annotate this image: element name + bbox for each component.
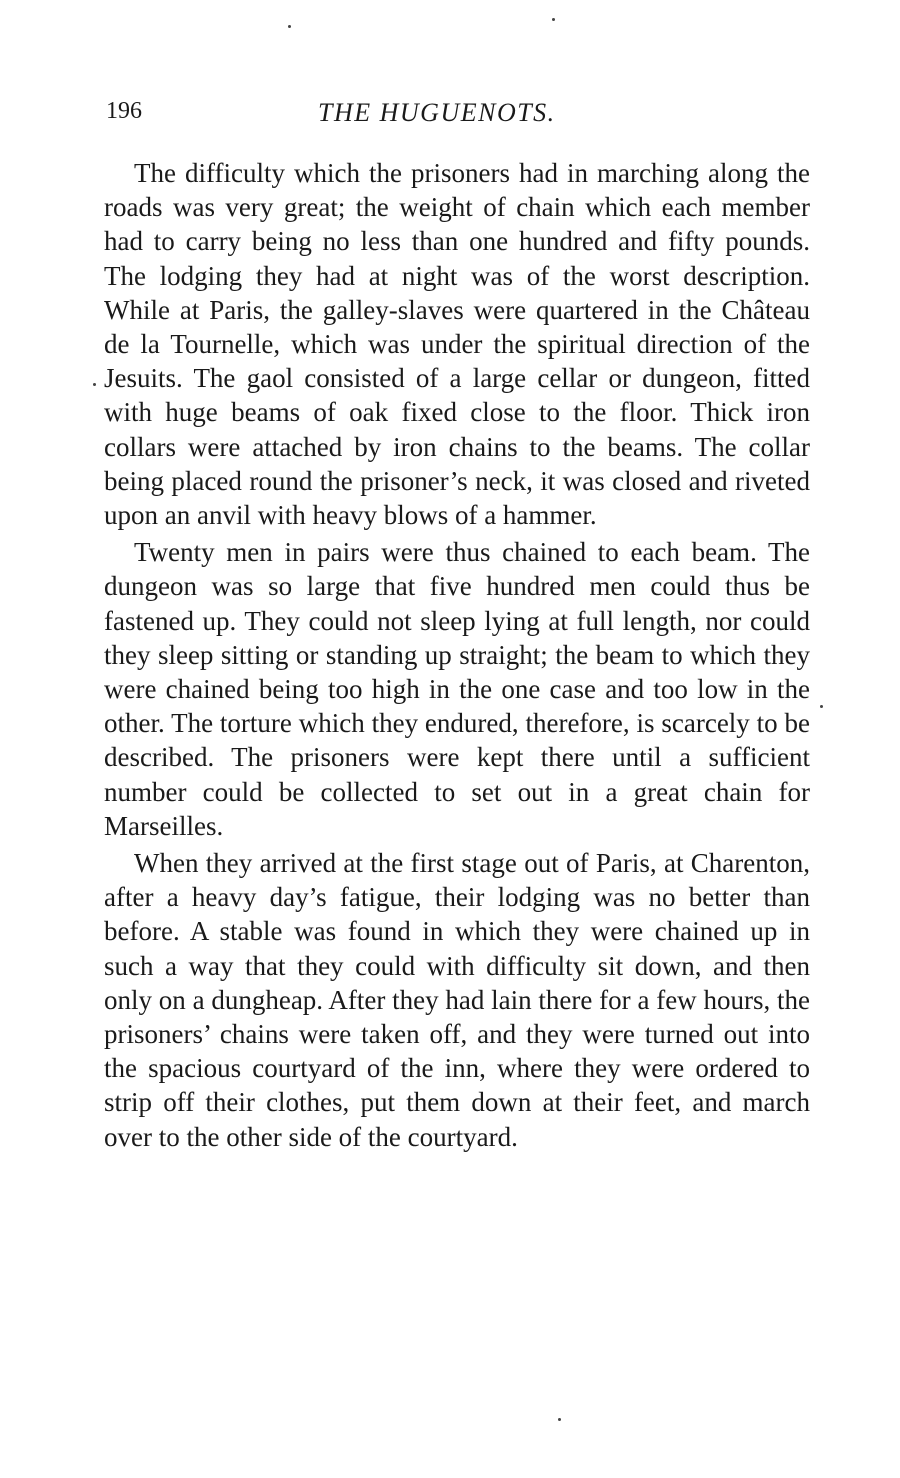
print-speck [288, 25, 291, 28]
running-title: THE HUGUENOTS. [318, 98, 556, 127]
body-text [104, 156, 810, 1157]
page-number: 196 [106, 98, 142, 124]
page-header [106, 98, 806, 134]
print-speck [820, 705, 823, 708]
print-speck [552, 18, 555, 21]
print-speck [558, 1418, 561, 1421]
paragraph: When they arrived at the first stage out of Paris, at Charenton, after a heavy day’s fatigue, their lodging was no better than before. A stable was found in which they were chained up in such a way that they could with difficulty sit down, and then only on a dungheap. After they had lain there for a few hours, the prisoners’ chains were taken off, and they were turned out into the spacious courtyard of the inn, where they were ordered to strip off their clothes, put them down at their feet, and march over to the other side of the courtyard. [104, 848, 810, 1152]
paragraph: Twenty men in pairs were thus chained to each beam. The dungeon was so large that five hundred men could thus be fastened up. They could not sleep lying at full length, nor could they sleep sitting or standing up straight; the beam to which they were chained being too high in the one case and too low in the other. The torture which they endured, therefore, is scarcely to be described. The prisoners were kept there until a sufficient number could be collected to set out in a great chain for Marseilles. [104, 537, 810, 841]
paragraph: The difficulty which the prisoners had in marching along the roads was very great; the weight of chain which each member had to carry being no less than one hundred and fifty pounds. The lodging they had at night was of the worst description. While at Paris, the galley-slaves were quartered in the Château de la Tournelle, which was under the spiritual direction of the Jesuits. The gaol consisted of a large cellar or dungeon, fitted with huge beams of oak fixed close to the floor. Thick iron collars were attached by iron chains to the beams. The collar being placed round the prisoner’s neck, it was closed and riveted upon an anvil with heavy blows of a hammer. [104, 158, 810, 531]
print-speck [93, 383, 96, 386]
